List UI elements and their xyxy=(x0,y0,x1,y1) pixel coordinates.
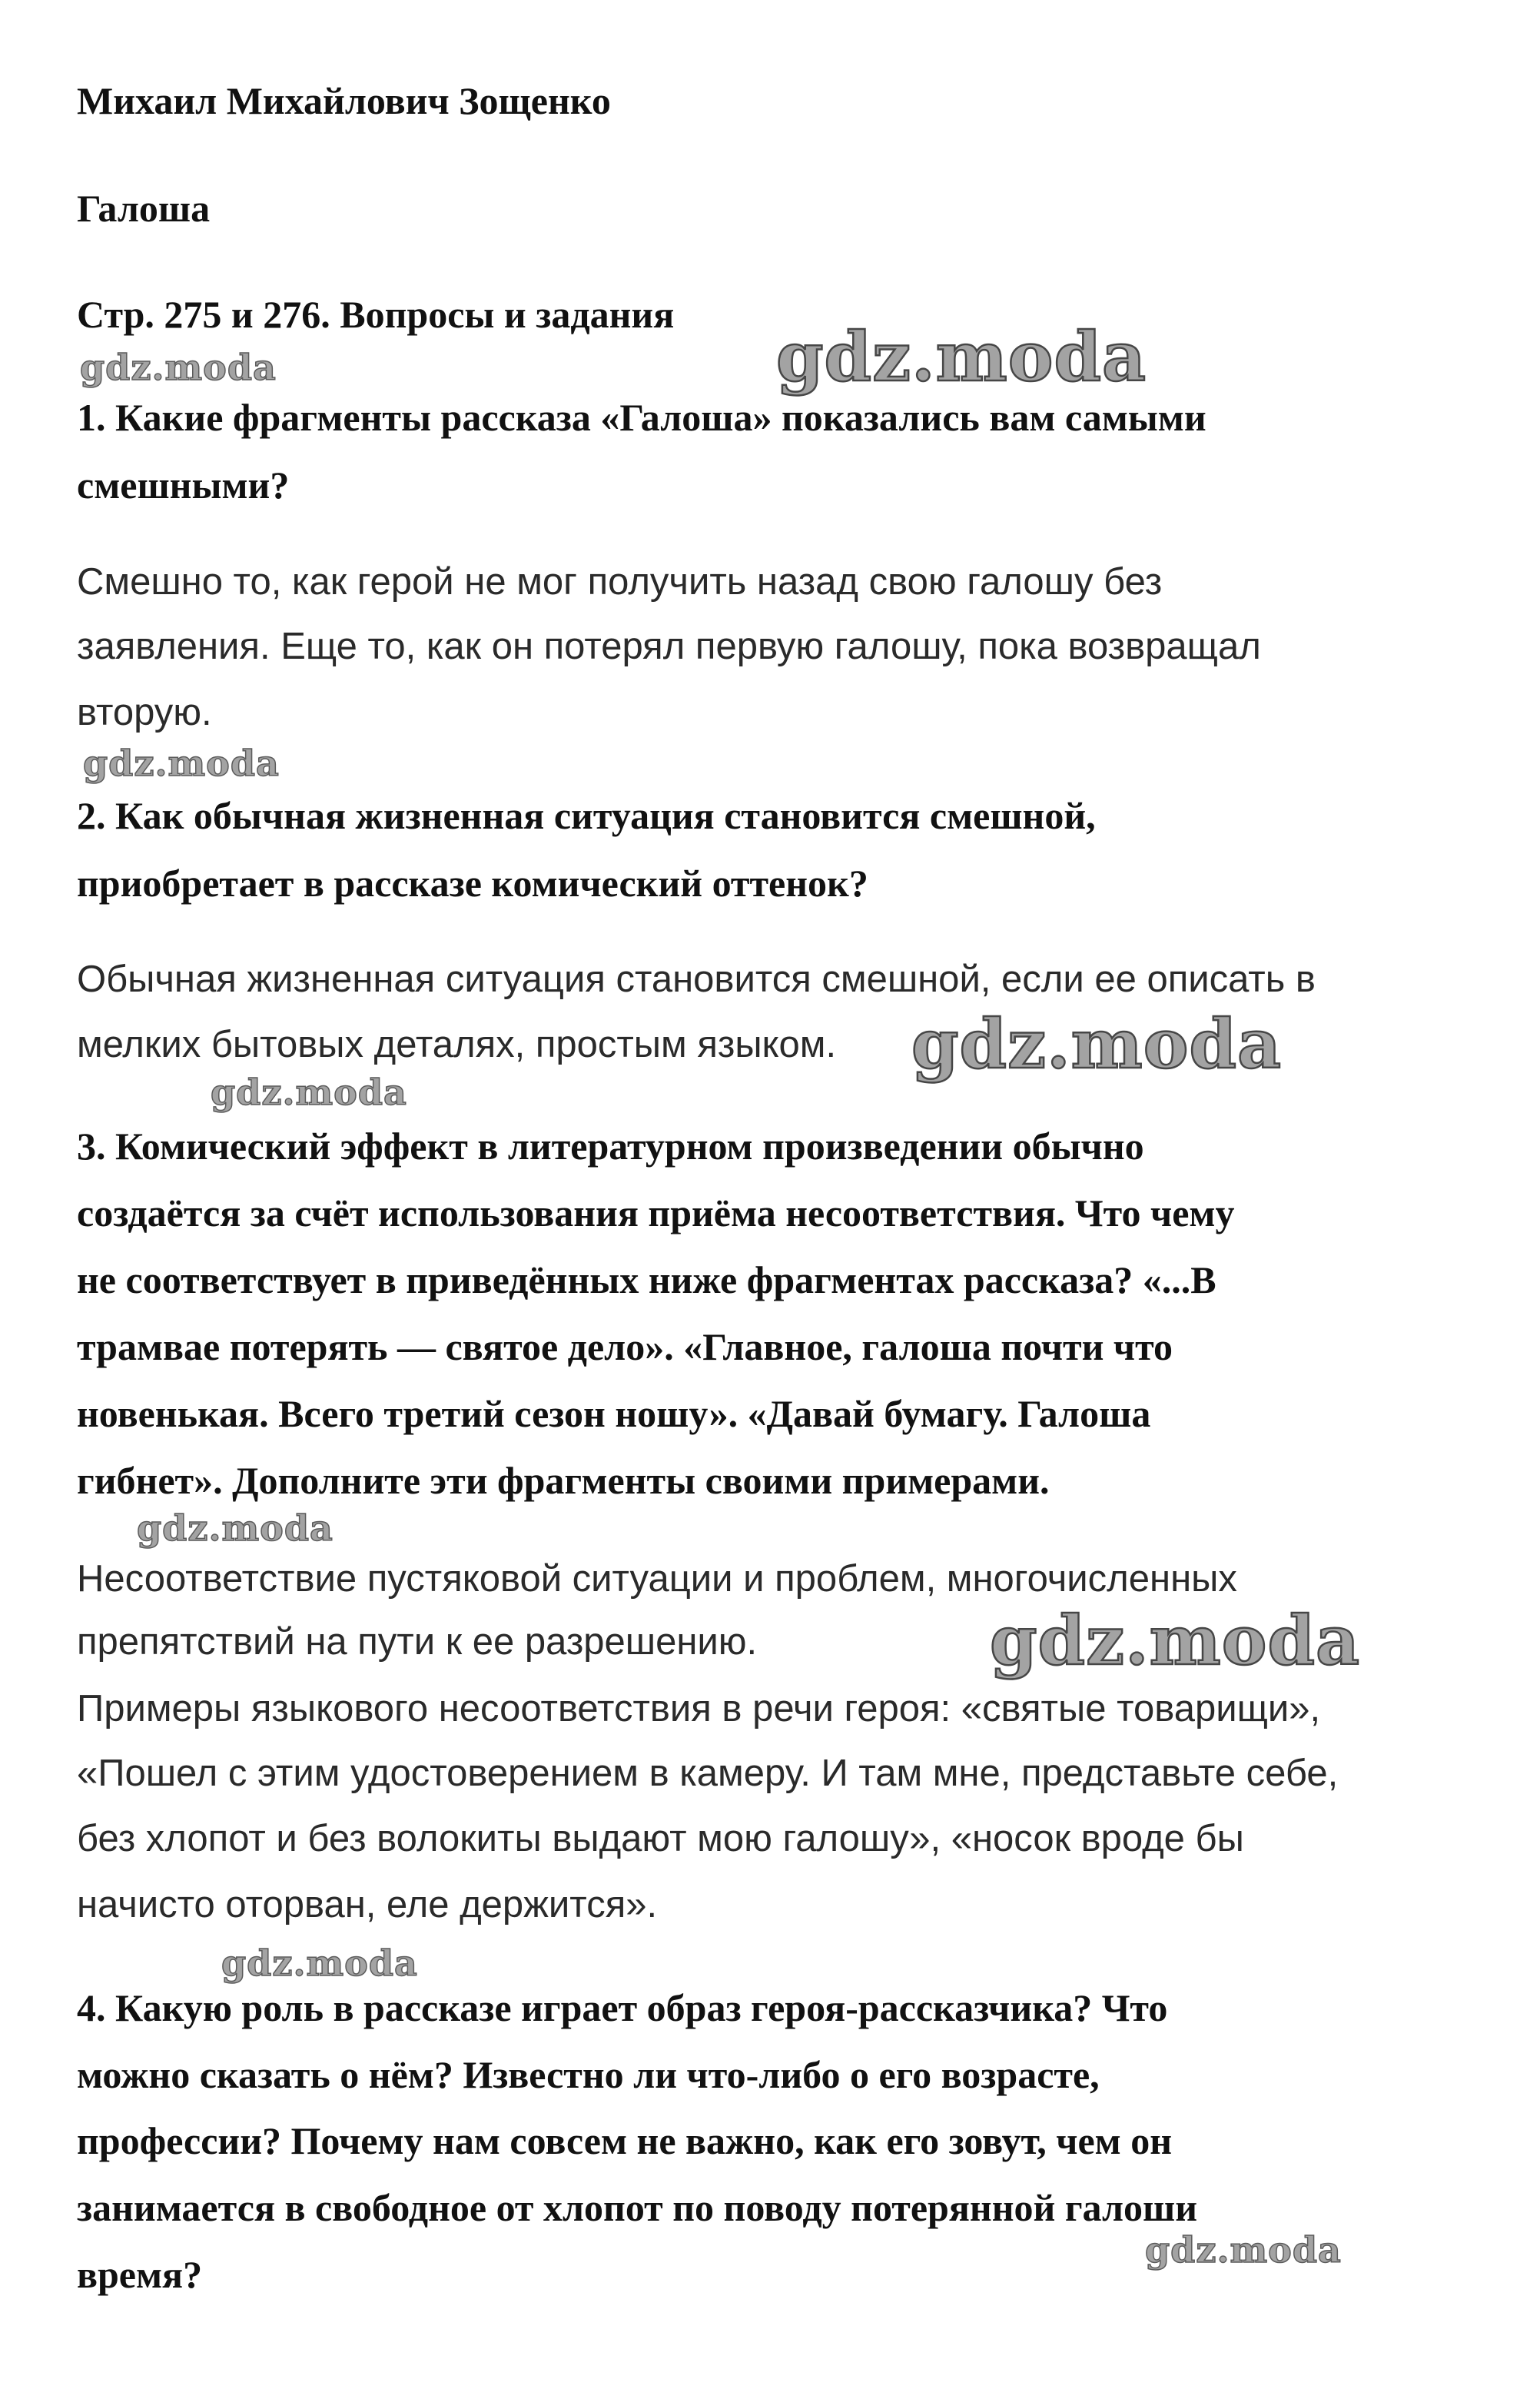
question-3-line: не соответствует в приведённых ниже фрагментах рассказа? «...В xyxy=(77,1258,1216,1301)
answer-1-line: вторую. xyxy=(77,692,212,733)
question-4-line: профессии? Почему нам совсем не важно, как его зовут, чем он xyxy=(77,2119,1173,2162)
question-2-line: приобретает в рассказе комический оттенок? xyxy=(77,862,868,905)
watermark: gdz.moda xyxy=(211,1072,407,1113)
answer-3-line: начисто оторван, еле держится». xyxy=(77,1884,658,1926)
question-4-line: 4. Какую роль в рассказе играет образ героя-рассказчика? Что xyxy=(77,1986,1168,2029)
answer-3-line: препятствий на пути к ее разрешению. xyxy=(77,1621,758,1663)
watermark: gdz.moda xyxy=(80,347,277,388)
question-4-line: время? xyxy=(77,2253,203,2296)
section-title: Стр. 275 и 276. Вопросы и задания xyxy=(77,293,675,336)
question-4-line: занимается в свободное от хлопот по поводу потерянной галоши xyxy=(77,2186,1198,2229)
answer-2-line: Обычная жизненная ситуация становится смешной, если ее описать в xyxy=(77,959,1316,1000)
question-3-line: гибнет». Дополните эти фрагменты своими примерами. xyxy=(77,1459,1050,1502)
answer-1-line: заявления. Еще то, как он потерял первую галошу, пока возвращал xyxy=(77,626,1261,667)
question-3-line: создаётся за счёт использования приёма несоответствия. Что чему xyxy=(77,1191,1235,1234)
watermark: gdz.moda xyxy=(221,1942,418,1984)
watermark: gdz.moda xyxy=(911,1004,1283,1084)
author-name: Михаил Михайлович Зощенко xyxy=(77,79,611,122)
watermark: gdz.moda xyxy=(1145,2229,1342,2271)
question-3-line: 3. Комический эффект в литературном произведении обычно xyxy=(77,1125,1144,1168)
answer-3-line: Несоответствие пустяковой ситуации и проблем, многочисленных xyxy=(77,1558,1237,1600)
answer-3-line: «Пошел с этим удостоверением в камеру. И там мне, представьте себе, xyxy=(77,1753,1339,1794)
watermark: gdz.moda xyxy=(990,1600,1361,1680)
question-1-line: 1. Какие фрагменты рассказа «Галоша» показались вам самыми xyxy=(77,396,1206,439)
answer-2-line: мелких бытовых деталях, простым языком. xyxy=(77,1024,837,1065)
watermark: gdz.moda xyxy=(83,743,280,784)
watermark: gdz.moda xyxy=(137,1507,334,1549)
answer-1-line: Смешно то, как герой не мог получить назад свою галошу без xyxy=(77,561,1163,603)
question-4-line: можно сказать о нём? Известно ли что-либо о его возрасте, xyxy=(77,2053,1100,2096)
answer-3-line: Примеры языкового несоответствия в речи героя: «святые товарищи», xyxy=(77,1688,1321,1729)
answer-3-line: без хлопот и без волокиты выдают мою галошу», «носок вроде бы xyxy=(77,1818,1244,1859)
question-3-line: новенькая. Всего третий сезон ношу». «Давай бумагу. Галоша xyxy=(77,1392,1151,1435)
question-1-line: смешными? xyxy=(77,464,290,507)
question-3-line: трамвае потерять — святое дело». «Главное, галоша почти что xyxy=(77,1325,1173,1368)
watermark: gdz.moda xyxy=(776,317,1147,397)
story-title: Галоша xyxy=(77,187,211,230)
question-2-line: 2. Как обычная жизненная ситуация становится смешной, xyxy=(77,794,1096,837)
